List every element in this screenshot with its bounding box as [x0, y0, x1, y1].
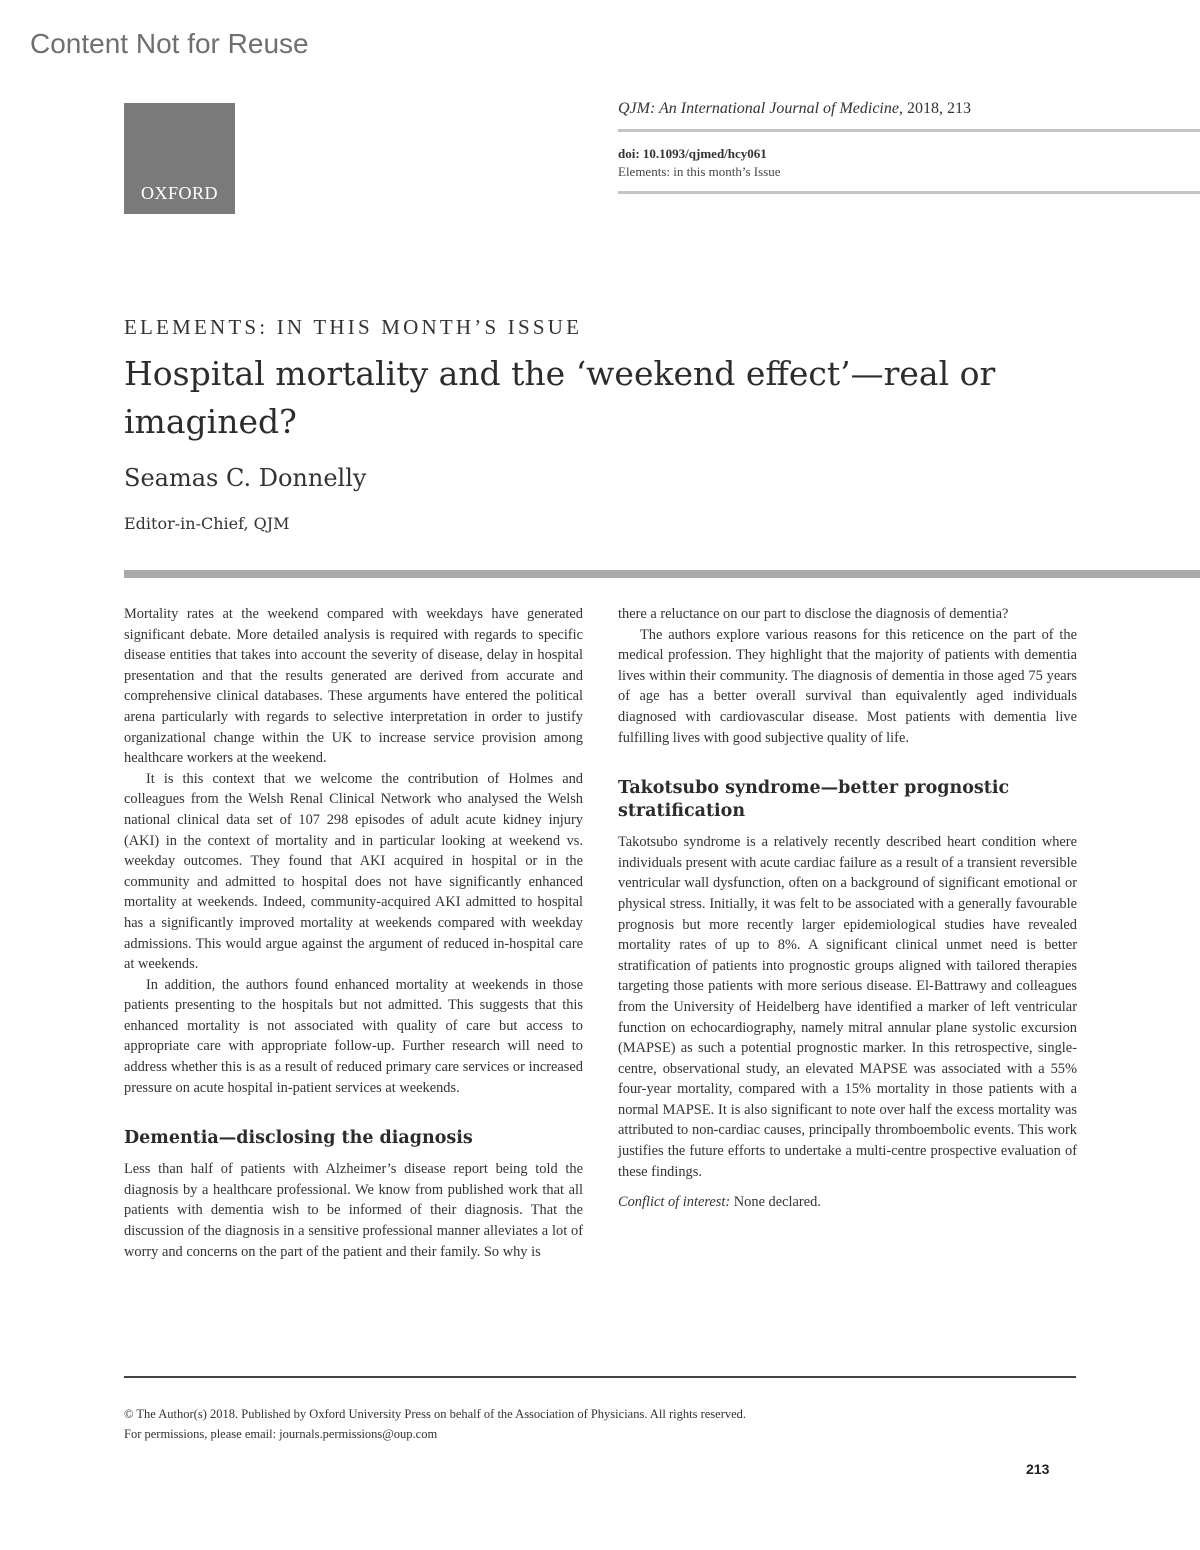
footer: [124, 1404, 746, 1444]
journal-name: QJM: An International Journal of Medicine: [618, 100, 899, 117]
header-rule-top: [618, 129, 1200, 132]
article-title: Hospital mortality and the ‘weekend effect’—real or imagined?: [124, 354, 996, 441]
header-rule-bottom: [618, 191, 1200, 194]
doi: doi: 10.1093/qjmed/hcy061: [618, 146, 767, 161]
conflict-of-interest: [618, 1192, 1077, 1213]
left-column: [124, 604, 583, 1262]
issue-label: Elements: in this month’s Issue: [618, 164, 781, 179]
paragraph: Takotsubo syndrome is a relatively recently described heart condition where individuals present with acute cardiac failure as a result of a transient reversible ventricular wall dysfunction, often on a background of significant emotional or physical stress. Initially, it was felt to be associated with a generally favourable prognosis but more recently larger epidemiological studies have revealed mortality rates of up to 8%. A significant clinical unmet need is better stratification of patients into prognostic groups aligned with tailored therapies targeting those patients with more serious disease. El-Battrawy and colleagues from the University of Heidelberg have identified a marker of left ventricular function on echocardiography, namely mitral annular plane systolic excursion (MAPSE) as such a potential prognostic marker. In this retrospective, single-centre, observational study, an elevated MAPSE was associated with a 55% four-year mortality, compared with a 15% mortality in those patients with a normal MAPSE. It is also significant to note over half the excess mortality was attributed to non-cardiac causes, principally thromboembolic events. This work justifies the future efforts to undertake a multi-centre prospective evaluation of these findings.: [618, 834, 1077, 1180]
title-divider: [124, 570, 1200, 578]
logo-text: OXFORD: [140, 183, 218, 203]
oxford-logo: [124, 103, 235, 214]
coi-value: None declared.: [730, 1194, 821, 1211]
paragraph: Mortality rates at the weekend compared with weekdays have generated significant debate. More detailed analysis is required with regards to specific disease entities that takes into account the severity of disease, delay in hospital presentation and that the results generated are derived from accurate and comprehensive clinical databases. These arguments have entered the political arena particularly with regards to selective interpretation in order to justify organizational change within the UK to increase service provision among healthcare workers at the weekend.: [124, 606, 583, 767]
right-column: [618, 604, 1077, 1213]
page-number: 213: [1026, 1461, 1050, 1477]
author-name: Seamas C. Donnelly: [124, 464, 367, 492]
copyright-line: © The Author(s) 2018. Published by Oxford University Press on behalf of the Association of Physicians. All rights reserved.: [124, 1407, 747, 1421]
paragraph: Less than half of patients with Alzheimer’s disease report being told the diagnosis by a healthcare professional. We know from published work that all patients with dementia wish to be informed of their diagnosis. That the discussion of the diagnosis in a sensitive professional manner alleviates a lot of worry and concerns on the part of the patient and their family. So why is: [124, 1161, 583, 1260]
section-heading-takotsubo: Takotsubo syndrome—better prognostic stratification: [618, 778, 1010, 822]
paragraph: In addition, the authors found enhanced mortality at weekends in those patients presenting to the hospitals but not admitted. This suggests that this enhanced mortality is not associated with quality of care but access to appropriate care with appropriate follow-up. Further research will need to address whether this is as a result of reduced primary care services or increased pressure on acute hospital in-patient services at weekends.: [124, 976, 583, 1096]
coi-label: Conflict of interest:: [618, 1194, 731, 1211]
section-heading-dementia: Dementia—disclosing the diagnosis: [124, 1128, 473, 1149]
journal-year-page: , 2018, 213: [898, 100, 971, 117]
footer-rule: [124, 1376, 1076, 1378]
author-affiliation: Editor-in-Chief, QJM: [124, 514, 290, 533]
section-kicker: ELEMENTS: IN THIS MONTH’S ISSUE: [124, 315, 583, 339]
paragraph: The authors explore various reasons for this reticence on the part of the medical profession. They highlight that the majority of patients with dementia lives within their community. The diagnosis of dementia in those aged 75 years of age has a better overall survival than equivalently aged individuals diagnosed with cardiovascular disease. Most patients with dementia live fulfilling lives with good subjective quality of life.: [618, 626, 1077, 746]
paragraph: It is this context that we welcome the contribution of Holmes and colleagues from the Welsh Renal Clinical Network who analysed the Welsh national clinical data set of 107 298 episodes of adult acute kidney injury (AKI) in the context of mortality and in particular looking at weekend vs. weekday outcomes. They found that AKI acquired in hospital or in the community and admitted to hospital does not have significantly enhanced mortality at weekends. Indeed, community-acquired AKI admitted to hospital has a significantly improved mortality at weekends compared with weekday admissions. This would argue against the argument of reduced in-hospital care at weekends.: [124, 770, 583, 973]
paragraph: there a reluctance on our part to disclose the diagnosis of dementia?: [618, 606, 1009, 622]
watermark-text: Content Not for Reuse: [30, 28, 309, 59]
journal-citation: [618, 100, 971, 118]
permissions-line: For permissions, please email: journals.permissions@oup.com: [124, 1427, 438, 1441]
